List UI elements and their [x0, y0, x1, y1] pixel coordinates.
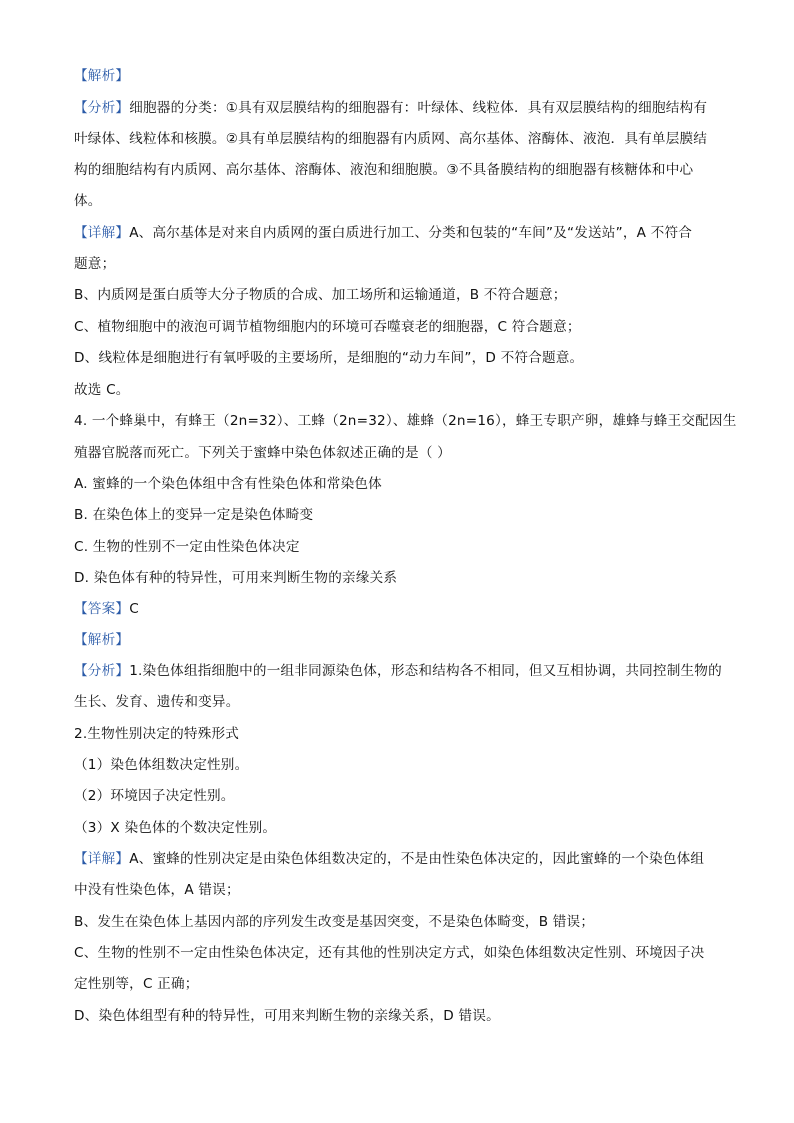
line-text: （3）X 染色体的个数决定性别。 [74, 820, 277, 836]
section-tag: 【详解】 [74, 851, 130, 867]
line-text: C. 生物的性别不一定由性染色体决定 [74, 539, 300, 555]
section-tag: 【答案】 [74, 601, 130, 617]
text-line [74, 537, 734, 557]
text-line [74, 630, 734, 650]
text-line [74, 160, 734, 180]
text-line [74, 1006, 734, 1026]
text-line [74, 348, 734, 368]
text-line [74, 443, 734, 463]
text-line [74, 880, 734, 900]
text-line [74, 380, 734, 400]
text-line [74, 474, 734, 494]
text-line [74, 98, 734, 118]
line-text: 1.染色体组指细胞中的一组非同源染色体，形态和结构各不相同，但又互相协调，共同控制生物的 [129, 663, 722, 679]
line-text: 中没有性染色体，A 错误； [74, 882, 240, 898]
text-line [74, 66, 734, 86]
line-text: C、植物细胞中的液泡可调节植物细胞内的环境可吞噬衰老的细胞器，C 符合题意； [74, 319, 581, 335]
line-text: B、发生在染色体上基因内部的序列发生改变是基因突变，不是染色体畸变，B 错误； [74, 914, 595, 930]
line-text: 2.生物性别决定的特殊形式 [74, 726, 240, 742]
line-text: C、生物的性别不一定由性染色体决定，还有其他的性别决定方式，如染色体组数决定性别、环境因子决 [74, 945, 705, 961]
text-line [74, 411, 737, 431]
section-tag: 【分析】 [74, 663, 130, 679]
line-text: D、染色体组型有种的特异性，可用来判断生物的亲缘关系，D 错误。 [74, 1008, 500, 1024]
section-tag: 【分析】 [74, 100, 130, 116]
line-text: B. 在染色体上的变异一定是染色体畸变 [74, 507, 314, 523]
line-text: C [129, 601, 139, 617]
text-line [74, 943, 734, 963]
text-line [74, 568, 734, 588]
line-text: 4. 一个蜂巢中，有蜂王（2n=32）、工蜂（2n=32）、雄蜂（2n=16），蜂王专职产卵，雄蜂与蜂王交配因生 [74, 413, 737, 429]
text-line [74, 755, 734, 775]
section-tag: 【详解】 [74, 225, 130, 241]
text-line [74, 692, 734, 712]
text-line [74, 912, 734, 932]
line-text: 题意； [74, 256, 116, 272]
text-line [74, 285, 734, 305]
text-line [74, 849, 734, 869]
text-line [74, 223, 734, 243]
text-line [74, 818, 734, 838]
line-text: D、线粒体是细胞进行有氧呼吸的主要场所，是细胞的“动力车间”，D 不符合题意。 [74, 350, 584, 366]
line-text: 定性别等，C 正确； [74, 976, 199, 992]
line-text: 生长、发育、遗传和变异。 [74, 694, 240, 710]
text-line [74, 661, 734, 681]
line-text: 叶绿体、线粒体和核膜。②具有单层膜结构的细胞器有内质网、高尔基体、溶酶体、液泡．具有单层膜结 [74, 131, 708, 147]
line-text: 体。 [74, 193, 102, 209]
text-line [74, 191, 734, 211]
text-line [74, 786, 734, 806]
line-text: 细胞器的分类：①具有双层膜结构的细胞器有：叶绿体、线粒体．具有双层膜结构的细胞结构有 [129, 100, 708, 116]
text-line [74, 724, 734, 744]
text-line [74, 599, 734, 619]
line-text: A. 蜜蜂的一个染色体组中含有性染色体和常染色体 [74, 476, 382, 492]
text-line [74, 254, 734, 274]
text-line [74, 317, 734, 337]
line-text: A、高尔基体是对来自内质网的蛋白质进行加工、分类和包装的“车间”及“发送站”，A 不符合 [129, 225, 693, 241]
section-tag: 【解析】 [74, 68, 130, 84]
line-text: A、蜜蜂的性别决定是由染色体组数决定的，不是由性染色体决定的，因此蜜蜂的一个染色体组 [129, 851, 705, 867]
line-text: （1）染色体组数决定性别。 [74, 757, 249, 773]
line-text: B、内质网是蛋白质等大分子物质的合成、加工场所和运输通道，B 不符合题意； [74, 287, 567, 303]
text-line [74, 505, 734, 525]
line-text: （2）环境因子决定性别。 [74, 788, 235, 804]
section-tag: 【解析】 [74, 632, 130, 648]
line-text: 故选 C。 [74, 382, 130, 398]
text-line [74, 129, 734, 149]
text-line [74, 974, 734, 994]
line-text: 构的细胞结构有内质网、高尔基体、溶酶体、液泡和细胞膜。③不具备膜结构的细胞器有核糖体和中心 [74, 162, 694, 178]
line-text: 殖器官脱落而死亡。下列关于蜜蜂中染色体叙述正确的是（ ） [74, 445, 451, 461]
line-text: D. 染色体有种的特异性，可用来判断生物的亲缘关系 [74, 570, 398, 586]
